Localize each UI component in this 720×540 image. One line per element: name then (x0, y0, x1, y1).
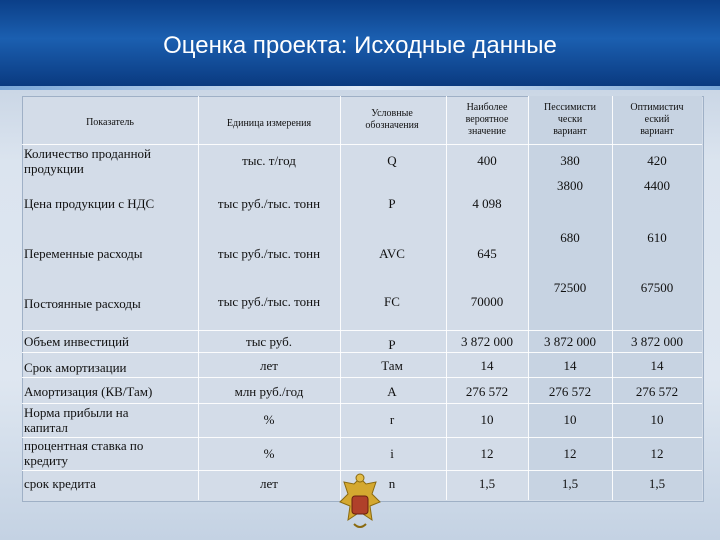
cell-symbol: r (389, 412, 395, 427)
cell-unit: тыс руб. (246, 334, 292, 349)
table-divider (22, 377, 702, 378)
cell-most-likely: 4 098 (472, 196, 502, 211)
column-divider (340, 96, 341, 500)
cell-optimistic: 12 (650, 446, 664, 461)
row-label-profit-norm: Норма прибыли на капитал (24, 405, 129, 435)
cell-optimistic: 67500 (640, 280, 674, 295)
emblem-icon (336, 472, 384, 532)
header-optimistic: Оптимистич еский вариант (630, 102, 684, 137)
cell-unit: млн руб./год (234, 384, 304, 399)
cell-optimistic: 420 (647, 153, 667, 168)
cell-optimistic: 14 (650, 358, 664, 373)
cell-most-likely: 276 572 (465, 384, 509, 399)
cell-unit: лет (260, 358, 278, 373)
row-label-amortization: Амортизация (КВ/Там) (24, 384, 153, 399)
cell-most-likely: 1,5 (478, 476, 496, 491)
column-divider (612, 96, 613, 500)
table-divider (22, 470, 702, 471)
cell-unit: тыс руб./тыс. тонн (217, 294, 321, 309)
cell-symbol: Q (387, 153, 397, 168)
row-label-price: Цена продукции с НДС (24, 196, 155, 211)
header-symbol: Условные обозначения (365, 108, 419, 131)
cell-unit: лет (260, 476, 278, 491)
cell-most-likely: 645 (477, 246, 497, 261)
cell-most-likely: 12 (480, 446, 494, 461)
header-pessimistic: Пессимисти чески вариант (544, 102, 596, 137)
cell-optimistic: 4400 (644, 178, 670, 193)
column-divider (198, 96, 199, 500)
cell-unit: тыс руб./тыс. тонн (217, 246, 321, 261)
cell-symbol: P (388, 196, 396, 211)
cell-pessimistic: 380 (560, 153, 580, 168)
cell-optimistic: 1,5 (648, 476, 666, 491)
header-indicator: Показатель (86, 117, 134, 128)
row-label-qty: Количество проданной продукции (24, 146, 152, 176)
table-divider (22, 330, 702, 331)
cell-symbol: n (388, 476, 396, 491)
column-divider (528, 96, 529, 500)
row-label-fixed-costs: Постоянные расходы (24, 296, 141, 311)
cell-most-likely: 10 (480, 412, 494, 427)
cell-pessimistic: 276 572 (548, 384, 592, 399)
cell-pessimistic: 3800 (557, 178, 583, 193)
cell-most-likely: 70000 (470, 294, 504, 309)
cell-symbol: i (390, 446, 394, 461)
cell-unit: % (263, 446, 275, 461)
row-label-investments: Объем инвестиций (24, 334, 129, 349)
cell-optimistic: 610 (647, 230, 667, 245)
cell-unit: % (263, 412, 275, 427)
table-divider (22, 144, 702, 145)
cell-optimistic: 276 572 (635, 384, 679, 399)
cell-pessimistic: 10 (563, 412, 577, 427)
cell-symbol: A (387, 384, 397, 399)
cell-symbol: Там (381, 358, 403, 373)
cell-pessimistic: 12 (563, 446, 577, 461)
cell-most-likely: 400 (477, 153, 497, 168)
header-unit: Единица измерения (226, 118, 312, 129)
cell-optimistic: 3 872 000 (631, 334, 683, 349)
cell-pessimistic: 14 (563, 358, 577, 373)
cell-pessimistic: 3 872 000 (544, 334, 596, 349)
cell-most-likely: 14 (480, 358, 494, 373)
row-label-credit-term: срок кредита (24, 476, 96, 491)
title-divider (0, 86, 720, 90)
cell-symbol: FC (384, 294, 400, 309)
cell-symbol: P (388, 337, 396, 352)
cell-most-likely: 3 872 000 (461, 334, 513, 349)
cell-pessimistic: 680 (560, 230, 580, 245)
cell-unit: тыс руб./тыс. тонн (217, 196, 321, 211)
cell-pessimistic: 72500 (553, 280, 587, 295)
table-divider (22, 403, 702, 404)
cell-unit: тыс. т/год (242, 153, 296, 168)
cell-optimistic: 10 (650, 412, 664, 427)
slide-title: Оценка проекта: Исходные данные (163, 32, 557, 59)
cell-symbol: AVC (379, 246, 405, 261)
row-label-amortization-term: Срок амортизации (24, 360, 127, 375)
row-label-interest-rate: процентная ставка по кредиту (24, 438, 144, 468)
cell-pessimistic: 1,5 (561, 476, 579, 491)
header-most-likely: Наиболее вероятное значение (465, 102, 509, 137)
column-divider (446, 96, 447, 500)
row-label-variable-costs: Переменные расходы (24, 246, 143, 261)
